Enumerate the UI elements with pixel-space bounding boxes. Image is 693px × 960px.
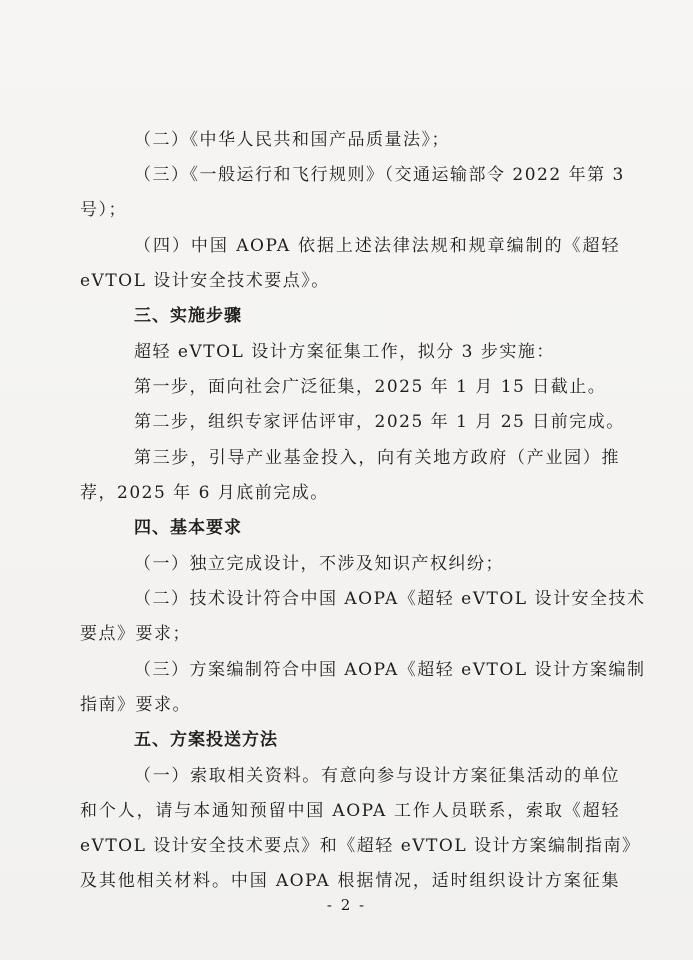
section-heading-implementation-steps: 三、实施步骤 (134, 306, 242, 326)
requirement-three-line-2: 指南》要求。 (80, 695, 191, 715)
section-heading-submission-method: 五、方案投送方法 (134, 730, 278, 750)
item-flight-rules-line-1: （三）《一般运行和飞行规则》（交通运输部令 2022 年第 3 (134, 165, 625, 185)
requirement-three-line-1: （三）方案编制符合中国 AOPA《超轻 eVTOL 设计方案编制 (134, 660, 646, 680)
implementation-intro: 超轻 eVTOL 设计方案征集工作，拟分 3 步实施： (134, 342, 555, 362)
submission-paragraph-line-2: 和个人，请与本通知预留中国 AOPA 工作人员联系，索取《超轻 (80, 801, 620, 821)
requirement-two-line-2: 要点》要求； (80, 624, 191, 644)
section-heading-basic-requirements: 四、基本要求 (134, 518, 242, 538)
step-three-line-1: 第三步，引导产业基金投入，向有关地方政府（产业园）推 (134, 448, 620, 468)
step-two: 第二步，组织专家评估评审，2025 年 1 月 25 日前完成。 (134, 412, 625, 432)
page-number: - 2 - (326, 896, 367, 914)
item-product-quality-law: （二）《中华人民共和国产品质量法》； (134, 130, 450, 150)
requirement-two-line-1: （二）技术设计符合中国 AOPA《超轻 eVTOL 设计安全技术 (134, 589, 646, 609)
submission-paragraph-line-3: eVTOL 设计安全技术要点》和《超轻 eVTOL 设计方案编制指南》 (80, 836, 641, 856)
item-aopa-standards-line-1: （四）中国 AOPA 依据上述法律法规和规章编制的《超轻 (134, 236, 620, 256)
requirement-one: （一）独立完成设计，不涉及知识产权纠纷； (134, 554, 504, 574)
step-one: 第一步，面向社会广泛征集，2025 年 1 月 15 日截止。 (134, 377, 607, 397)
submission-paragraph-line-1: （一）索取相关资料。有意向参与设计方案征集活动的单位 (134, 766, 620, 786)
step-three-line-2: 荐，2025 年 6 月底前完成。 (80, 483, 329, 503)
item-flight-rules-line-2: 号）； (80, 200, 127, 220)
submission-paragraph-line-4: 及其他相关材料。中国 AOPA 根据情况，适时组织设计方案征集 (80, 871, 620, 891)
item-aopa-standards-line-2: eVTOL 设计安全技术要点》。 (80, 271, 330, 291)
